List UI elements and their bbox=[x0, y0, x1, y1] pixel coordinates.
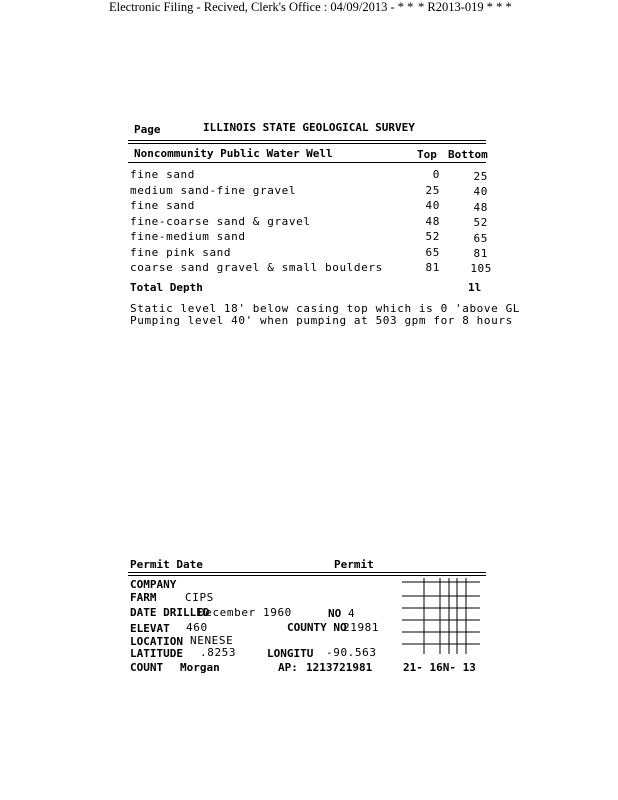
row-bottom: 81 bbox=[473, 247, 488, 260]
permit-rule-top bbox=[128, 572, 486, 573]
static-level: Static level 18' below casing top which is 0 'above GL bbox=[130, 302, 521, 315]
api-value: 1213721981 bbox=[306, 661, 373, 674]
agency-title: ILLINOIS STATE GEOLOGICAL SURVEY bbox=[203, 121, 415, 134]
row-top: 40 bbox=[425, 199, 440, 212]
column-top-header: Top bbox=[417, 148, 437, 161]
page-label: Page bbox=[134, 123, 161, 136]
row-bottom: 105 bbox=[470, 262, 492, 275]
farm-label: FARM bbox=[130, 591, 157, 604]
latitude-label: LATITUDE bbox=[130, 647, 183, 660]
row-top: 0 bbox=[432, 168, 440, 181]
header-rule-bottom bbox=[128, 162, 486, 163]
well-no-label: NO bbox=[328, 607, 342, 620]
date-drilled-value: December 1960 bbox=[198, 606, 292, 619]
row-top: 25 bbox=[425, 184, 440, 197]
latitude-value: .8253 bbox=[200, 646, 237, 659]
elevation-label: ELEVAT bbox=[130, 622, 170, 635]
well-type-label: Noncommunity Public Water Well bbox=[134, 147, 333, 160]
longitude-label: LONGITU bbox=[267, 647, 314, 660]
location-label: LOCATION bbox=[130, 635, 183, 648]
pumping-level: Pumping level 40' when pumping at 503 gpm for 8 hours bbox=[130, 314, 513, 327]
header-rule-top-2 bbox=[128, 143, 486, 144]
permit-rule-top-2 bbox=[128, 575, 486, 576]
row-top: 65 bbox=[425, 246, 440, 259]
date-drilled-label: DATE DRILLED bbox=[130, 606, 210, 619]
elevation-value: 460 bbox=[186, 621, 208, 634]
row-description: fine-medium sand bbox=[130, 230, 246, 243]
row-description: fine-coarse sand & gravel bbox=[130, 215, 311, 228]
row-bottom: 65 bbox=[473, 232, 488, 245]
longitude-value: -90.563 bbox=[326, 646, 377, 659]
row-description: fine pink sand bbox=[130, 246, 232, 259]
row-description: coarse sand gravel & small boulders bbox=[130, 261, 383, 274]
permit-date-label: Permit Date bbox=[130, 558, 203, 571]
row-top: 81 bbox=[425, 261, 440, 274]
header-rule-top bbox=[128, 140, 486, 141]
well-no-value: 4 bbox=[348, 607, 356, 620]
row-bottom: 48 bbox=[473, 201, 488, 214]
county-value: Morgan bbox=[180, 661, 220, 674]
row-top: 52 bbox=[425, 230, 440, 243]
farm-value: CIPS bbox=[185, 591, 214, 604]
row-bottom: 25 bbox=[473, 170, 488, 183]
company-label: COMPANY bbox=[130, 578, 177, 591]
row-top: 48 bbox=[425, 215, 440, 228]
county-no-label: COUNTY NO bbox=[287, 621, 347, 634]
row-bottom: 52 bbox=[473, 216, 488, 229]
row-description: fine sand bbox=[130, 168, 196, 181]
county-no-value: 21981 bbox=[343, 621, 380, 634]
total-depth-value: 1l bbox=[468, 281, 482, 294]
location-value: NENESE bbox=[190, 634, 234, 647]
filing-number: * R2013-019 * * * bbox=[418, 0, 512, 14]
section-grid bbox=[400, 578, 482, 656]
county-label: COUNT bbox=[130, 661, 164, 674]
township-range: 21- 16N- 13 bbox=[403, 661, 476, 674]
row-description: fine sand bbox=[130, 199, 196, 212]
total-depth-label: Total Depth bbox=[130, 281, 203, 294]
permit-number-label: Permit bbox=[334, 558, 374, 571]
api-label: AP: bbox=[278, 661, 298, 674]
row-description: medium sand-fine gravel bbox=[130, 184, 297, 197]
filing-header: Electronic Filing - Recived, Clerk's Office : 04/09/2013 - * * bbox=[109, 0, 414, 14]
column-bottom-header: Bottom bbox=[448, 148, 488, 161]
row-bottom: 40 bbox=[473, 185, 488, 198]
